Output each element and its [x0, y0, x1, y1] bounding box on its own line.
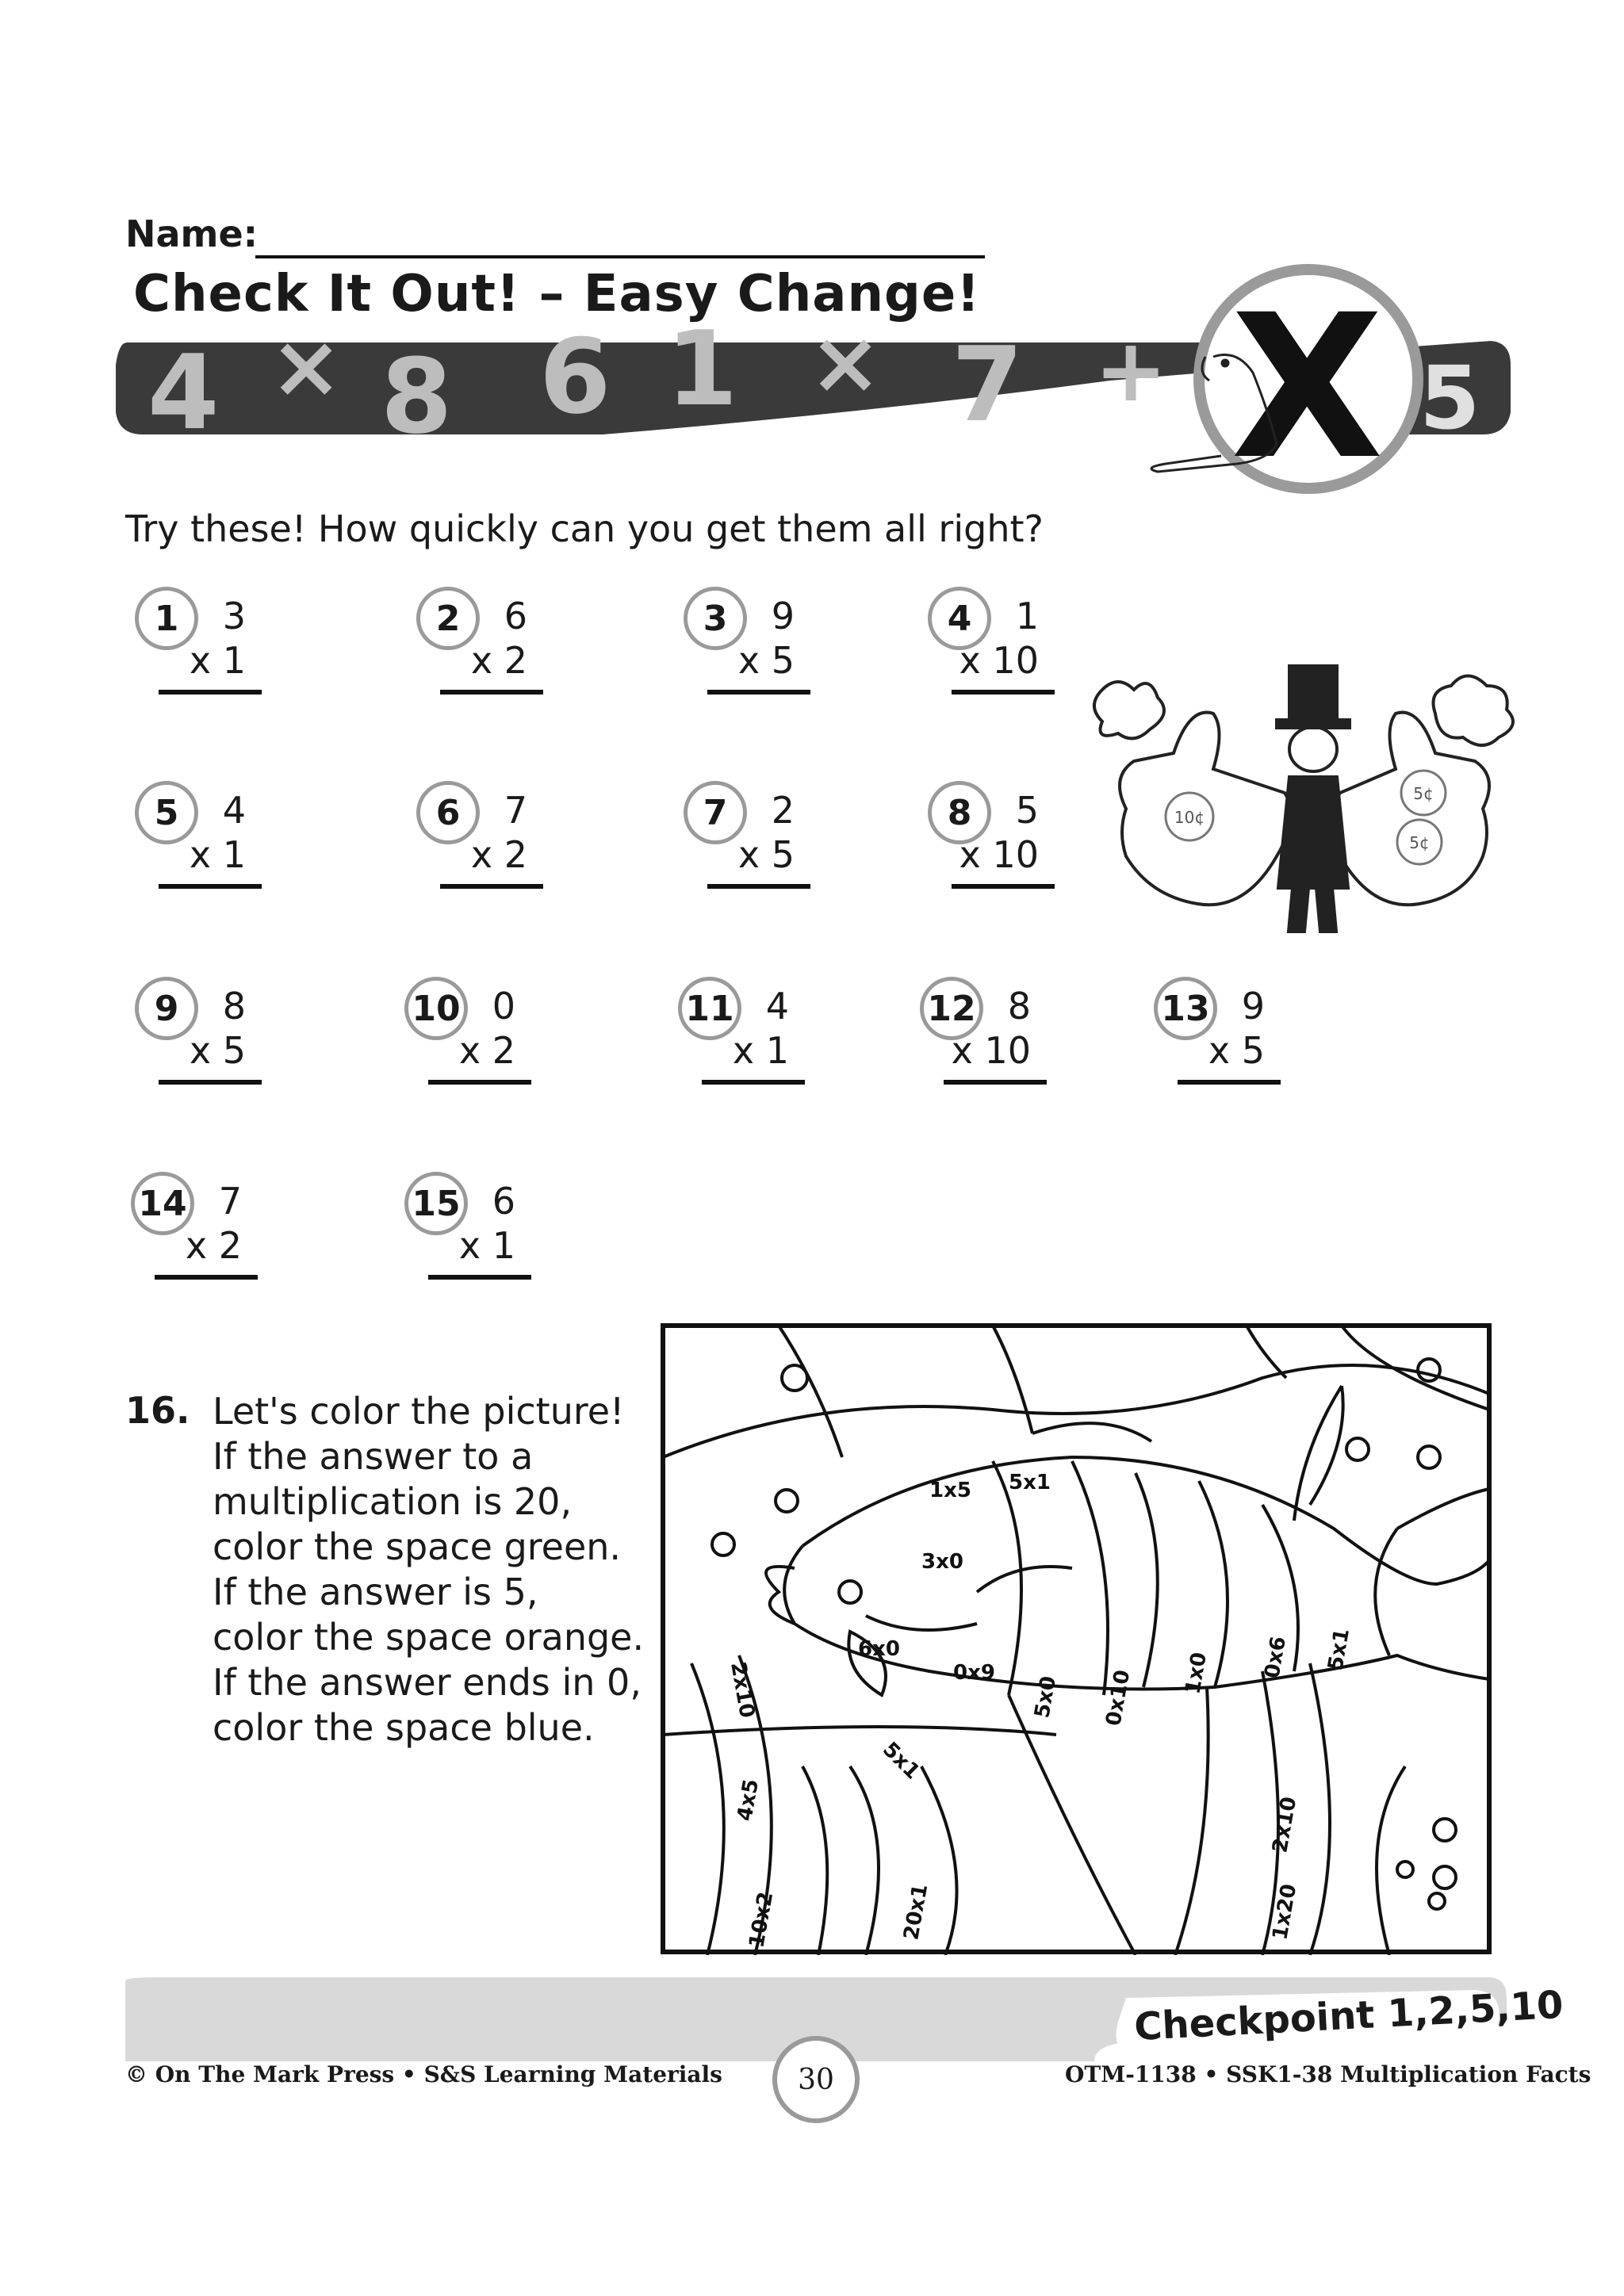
problem-multiplier: x 5 [737, 639, 795, 682]
fish-label: 6x0 [858, 1637, 900, 1661]
fish-label: 5x1 [1009, 1471, 1051, 1494]
coin-10-cent [1166, 793, 1213, 840]
fish-label: 2x10 [726, 1660, 759, 1720]
problem-multiplicand: 7 [504, 789, 527, 832]
item-16-line: If the answer is 5, [213, 1571, 538, 1613]
page-title: Check It Out! – Easy Change! [133, 265, 981, 323]
problem-number: 9 [135, 977, 198, 1040]
magician-illustration [1078, 658, 1538, 951]
problem-multiplier: x 2 [470, 833, 527, 876]
problem-number: 15 [404, 1172, 468, 1235]
problem-multiplier: x 2 [458, 1029, 515, 1072]
banner-glyph-5: 1 [666, 308, 738, 429]
problem-number: 11 [678, 977, 741, 1040]
item-16-text [213, 1389, 657, 1751]
fish-label: 5x0 [1030, 1674, 1062, 1720]
answer-line[interactable] [952, 690, 1055, 695]
problem-multiplier: x 1 [732, 1029, 789, 1072]
banner-glyph-4: 6 [539, 316, 611, 437]
problem-14 [131, 1172, 337, 1314]
problem-multiplicand: 8 [222, 985, 246, 1027]
banner-glyph-6: × [809, 312, 883, 413]
fish-label: 1x5 [929, 1479, 971, 1502]
answer-line[interactable] [159, 1080, 262, 1085]
answer-line[interactable] [155, 1275, 258, 1280]
problem-multiplicand: 6 [504, 595, 527, 637]
item-16-line: If the answer to a [213, 1435, 534, 1478]
answer-line[interactable] [159, 690, 262, 695]
fish-label: 3x0 [921, 1550, 963, 1574]
fish-coloring-picture[interactable] [660, 1322, 1492, 1955]
problem-multiplier: x 2 [185, 1224, 242, 1267]
problem-9 [135, 977, 341, 1119]
fish-label: 0x10 [1101, 1668, 1136, 1728]
problem-number: 13 [1154, 977, 1217, 1040]
problem-multiplier: x 2 [470, 639, 527, 682]
problem-multiplier: x 1 [458, 1224, 515, 1267]
answer-line[interactable] [1178, 1080, 1281, 1085]
item-16-line: If the answer ends in 0, [213, 1661, 642, 1704]
problem-number: 12 [920, 977, 983, 1040]
title-banner [0, 0, 1624, 555]
problem-5 [135, 781, 341, 924]
problem-multiplicand: 2 [771, 789, 795, 832]
fish-label: 1x0 [1181, 1650, 1212, 1697]
problem-multiplier: x 10 [959, 639, 1039, 682]
problem-multiplicand: 0 [492, 985, 515, 1027]
checkpoint-label: Checkpoint 1,2,5,10 [1132, 1982, 1565, 2050]
problem-3 [684, 587, 890, 729]
problem-number: 3 [684, 587, 747, 650]
footer-copyright: © On The Mark Press • S&S Learning Materials [125, 2061, 722, 2087]
problem-multiplicand: 4 [765, 985, 789, 1027]
problem-multiplicand: 5 [1015, 789, 1039, 832]
problem-multiplier: x 5 [737, 833, 795, 876]
item-16-line: color the space blue. [213, 1706, 595, 1749]
fish-label: 2x10 [1268, 1795, 1302, 1855]
problem-number: 14 [131, 1172, 194, 1235]
answer-line[interactable] [428, 1080, 531, 1085]
coin-right-bottom-label: 5¢ [1409, 833, 1430, 852]
problem-13 [1154, 977, 1360, 1119]
answer-line[interactable] [702, 1080, 805, 1085]
banner-glyph-3: 8 [381, 336, 453, 457]
problem-11 [678, 977, 884, 1119]
item-16-line: color the space green. [213, 1525, 622, 1568]
footer-code: OTM-1138 • SSK1-38 Multiplication Facts [1065, 2061, 1591, 2087]
problem-number: 1 [135, 587, 198, 650]
banner-glyph-2: × [270, 316, 343, 417]
coin-5-cent-bottom [1397, 820, 1442, 864]
fish-label: 0x9 [953, 1661, 995, 1685]
problem-multiplier: x 1 [189, 833, 246, 876]
fish-label: 5x1 [1323, 1626, 1355, 1673]
answer-line[interactable] [952, 884, 1055, 889]
item-16-line: multiplication is 20, [213, 1480, 573, 1523]
banner-glyph-1: 4 [147, 332, 220, 453]
page-number: 30 [772, 2036, 860, 2123]
problem-number: 5 [135, 781, 198, 844]
fish-label: 5x1 [878, 1737, 925, 1785]
problem-multiplicand: 9 [1241, 985, 1265, 1027]
problem-7 [684, 781, 890, 924]
problem-multiplicand: 1 [1015, 595, 1039, 637]
name-label: Name: [125, 212, 259, 255]
problem-multiplicand: 7 [218, 1180, 242, 1223]
problem-10 [404, 977, 611, 1119]
banner-glyph-8: + [1094, 320, 1168, 421]
problem-multiplicand: 9 [771, 595, 795, 637]
problem-number: 4 [928, 587, 991, 650]
fish-label: 4x5 [733, 1777, 764, 1823]
banner-glyph-7: 7 [952, 324, 1024, 445]
fish-label: 20x1 [899, 1882, 933, 1942]
answer-line[interactable] [440, 690, 543, 695]
fish-label: 0x6 [1260, 1634, 1292, 1681]
item-16-line: color the space orange. [213, 1616, 645, 1659]
item-16-line: Let's color the picture! [213, 1390, 625, 1433]
coin-5-cent-top [1401, 771, 1446, 815]
coin-left-label: 10¢ [1174, 808, 1205, 827]
problem-number: 8 [928, 781, 991, 844]
fish-label: 1x20 [1268, 1882, 1302, 1942]
answer-line[interactable] [944, 1080, 1047, 1085]
problem-multiplicand: 8 [1007, 985, 1031, 1027]
item-16-number: 16. [125, 1389, 190, 1432]
answer-line[interactable] [707, 690, 810, 695]
banner-glyph-9: X [1231, 272, 1384, 503]
problem-multiplier: x 10 [959, 833, 1039, 876]
problem-multiplier: x 5 [189, 1029, 246, 1072]
fish-label: 10x2 [745, 1890, 779, 1950]
problem-number: 6 [416, 781, 480, 844]
problem-multiplier: x 10 [951, 1029, 1031, 1072]
banner-glyph-10: 5 [1419, 347, 1480, 449]
problem-number: 2 [416, 587, 480, 650]
answer-line[interactable] [428, 1275, 531, 1280]
problem-1 [135, 587, 341, 729]
problem-15 [404, 1172, 611, 1314]
problem-6 [416, 781, 622, 924]
problem-multiplicand: 6 [492, 1180, 515, 1223]
problem-number: 7 [684, 781, 747, 844]
problem-multiplier: x 5 [1208, 1029, 1265, 1072]
problem-multiplicand: 3 [222, 595, 246, 637]
problem-multiplicand: 4 [222, 789, 246, 832]
answer-line[interactable] [440, 884, 543, 889]
answer-line[interactable] [707, 884, 810, 889]
problem-number: 10 [404, 977, 468, 1040]
problem-2 [416, 587, 622, 729]
instructions: Try these! How quickly can you get them all right? [125, 507, 1044, 550]
answer-line[interactable] [159, 884, 262, 889]
problem-12 [920, 977, 1126, 1119]
problem-multiplier: x 1 [189, 639, 246, 682]
coin-right-top-label: 5¢ [1413, 784, 1434, 803]
